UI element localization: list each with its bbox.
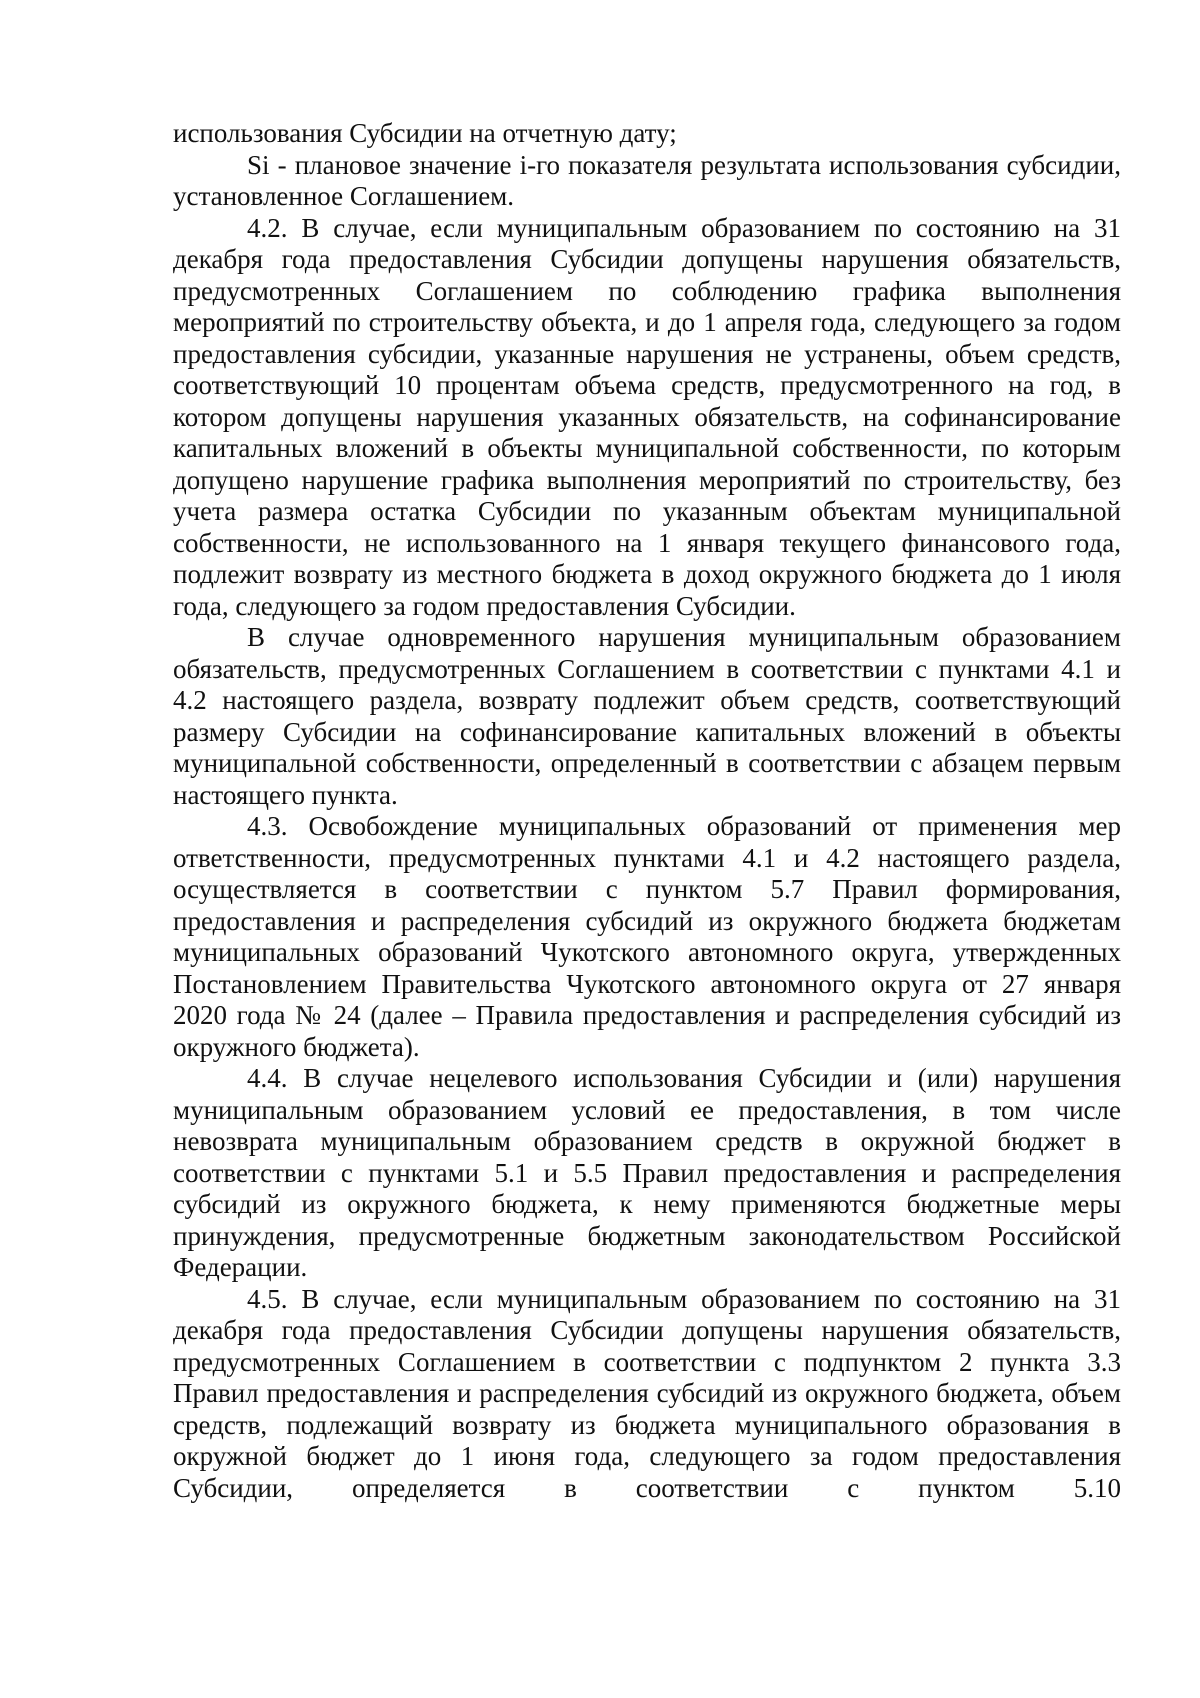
- paragraph-clause-4-4: 4.4. В случае нецелевого использования Субсидии и (или) нарушения муниципальным образованием условий ее предоставления, в том числе невозврата муниципальным образованием средств в окружной бюджет в соответствии с пунктами 5.1 и 5.5 Правил предоставления и распределения субсидий из окружного бюджета, к нему применяются бюджетные меры принуждения, предусмотренные бюджетным законодательством Российской Федерации.: [173, 1063, 1121, 1282]
- paragraph-clause-4-2: 4.2. В случае, если муниципальным образованием по состоянию на 31 декабря года предоставления Субсидии допущены нарушения обязательств, предусмотренных Соглашением по соблюдению графика выполнения мероприятий по строительству объекта, и до 1 апреля года, следующего за годом предоставления субсидии, указанные нарушения не устранены, объем средств, соответствующий 10 процентам объема средств, предусмотренного на год, в котором допущены нарушения указанных обязательств, на софинансирование капитальных вложений в объекты муниципальной собственности, по которым допущено нарушение графика выполнения мероприятий по строительству, без учета размера остатка Субсидии по указанным объектам муниципальной собственности, не использованного на 1 января текущего финансового года, подлежит возврату из местного бюджета в доход окружного бюджета до 1 июля года, следующего за годом предоставления Субсидии.: [173, 212, 1121, 621]
- paragraph-clause-4-5: 4.5. В случае, если муниципальным образованием по состоянию на 31 декабря года предоставления Субсидии допущены нарушения обязательств, предусмотренных Соглашением в соответствии с подпунктом 2 пункта 3.3 Правил предоставления и распределения субсидий из окружного бюджета, объем средств, подлежащий возврату из бюджета муниципального образования в окружной бюджет до 1 июня года, следующего за годом предоставления Субсидии, определяется в соответствии с пунктом 5.10: [173, 1283, 1121, 1503]
- paragraph-clause-4-2-simultaneous: В случае одновременного нарушения муниципальным образованием обязательств, предусмотренных Соглашением в соответствии с пунктами 4.1 и 4.2 настоящего раздела, возврату подлежит объем средств, соответствующий размеру Субсидии на софинансирование капитальных вложений в объекты муниципальной собственности, определенный в соответствии с абзацем первым настоящего пункта.: [173, 622, 1121, 810]
- paragraph-fragment-top: использования Субсидии на отчетную дату;: [173, 118, 677, 148]
- paragraph-si-definition: Si - плановое значение i-го показателя результата использования субсидии, установленное Соглашением.: [173, 149, 1121, 211]
- paragraph-clause-4-3: 4.3. Освобождение муниципальных образований от применения мер ответственности, предусмотренных пунктами 4.1 и 4.2 настоящего раздела, осуществляется в соответствии с пунктом 5.7 Правил формирования, предоставления и распределения субсидий из окружного бюджета бюджетам муниципальных образований Чукотского автономного округа, утвержденных Постановлением Правительства Чукотского автономного округа от 27 января 2020 года № 24 (далее – Правила предоставления и распределения субсидий из окружного бюджета).: [173, 811, 1121, 1062]
- document-body: [173, 118, 1121, 1504]
